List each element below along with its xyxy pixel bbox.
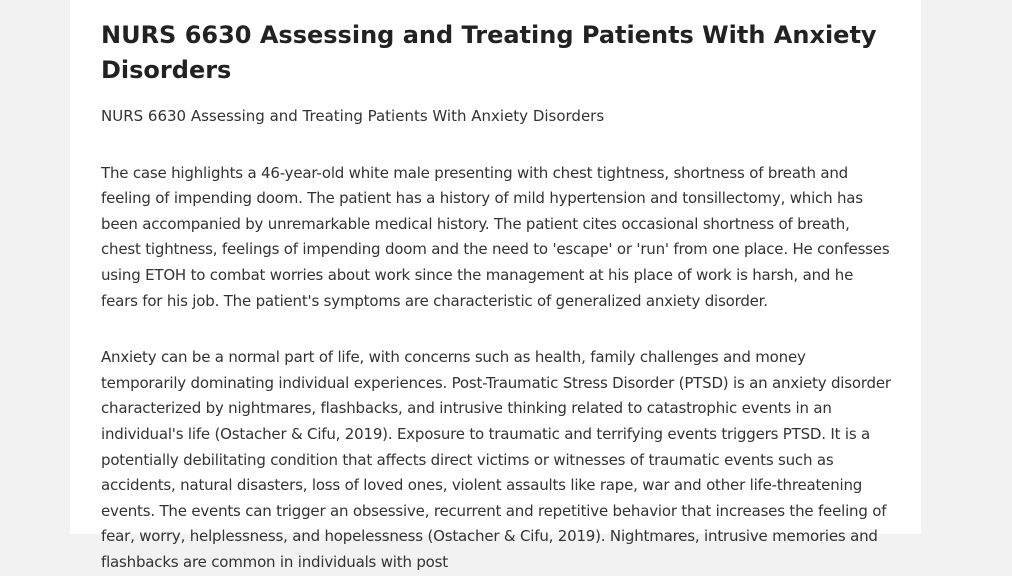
article-subtitle: NURS 6630 Assessing and Treating Patients With Anxiety Disorders bbox=[101, 107, 605, 125]
article-content bbox=[101, 18, 891, 576]
article-paragraph: Anxiety can be a normal part of life, with concerns such as health, family challenges and money temporarily dominating individual experiences. Post-Traumatic Stress Disorder (PTSD) is an anxiety disorder characterized by nightmares, flashbacks, and intrusive thinking related to catastrophic events in an individual's life (Ostacher & Cifu, 2019). Exposure to traumatic and terrifying events triggers PTSD. It is a potentially debilitating condition that affects direct victims or witnesses of traumatic events such as accidents, natural disasters, loss of loved ones, violent assaults like rape, war and other life-threatening events. The events can trigger an obsessive, recurrent and repetitive behavior that increases the feeling of fear, worry, helplessness, and hopelessness (Ostacher & Cifu, 2019). Nightmares, intrusive memories and flashbacks are common in individuals with post bbox=[101, 348, 891, 571]
article-title: NURS 6630 Assessing and Treating Patients With Anxiety Disorders bbox=[101, 21, 877, 84]
article-page bbox=[70, 0, 921, 571]
article-paragraph: The case highlights a 46-year-old white male presenting with chest tightness, shortness of breath and feeling of impending doom. The patient has a history of mild hypertension and tonsillectomy, which has been accompanied by unremarkable medical history. The patient cites occasional shortness of breath, chest tightness, feelings of impending doom and the need to 'escape' or 'run' from one place. He confesses using ETOH to combat worries about work since the management at his place of work is harsh, and he fears for his job. The patient's symptoms are characteristic of generalized anxiety disorder. bbox=[101, 163, 890, 310]
